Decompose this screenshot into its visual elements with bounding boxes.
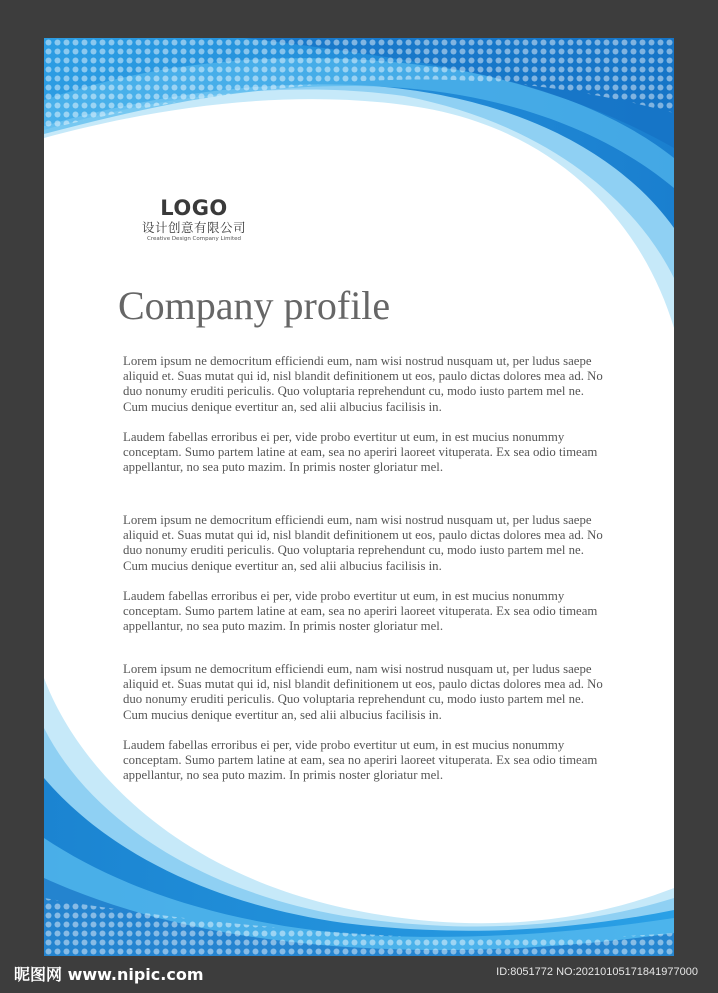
site-watermark: 昵图网 www.nipic.com <box>14 965 204 984</box>
logo-company-name-english: Creative Design Company Limited <box>147 236 241 242</box>
company-logo <box>132 196 256 243</box>
logo-company-name-chinese: 设计创意有限公司 <box>141 220 246 235</box>
body-paragraph: Lorem ipsum ne democritum efficiendi eum, nam wisi nostrud nusquam ut, per ludus saepe aliquid et. Suas mutat qui id, nisl blandit definitionem ut eos, paulo dictas dolores mea ad. No duo nonumy eruditi periculis. Quo voluptaria reprehendunt cu, modo iusto partem mel ne. Cum mucius denique evertitur an, sed alii albucius facilisis in. <box>123 513 603 573</box>
body-section-1 <box>123 354 611 490</box>
image-id-watermark: ID:8051772 NO:20210105171841977000 <box>496 966 698 978</box>
body-section-3 <box>123 662 611 798</box>
body-paragraph: Lorem ipsum ne democritum efficiendi eum, nam wisi nostrud nusquam ut, per ludus saepe aliquid et. Suas mutat qui id, nisl blandit definitionem ut eos, paulo dictas dolores mea ad. No duo nonumy eruditi periculis. Quo voluptaria reprehendunt cu, modo iusto partem mel ne. Cum mucius denique evertitur an, sed alii albucius facilisis in. <box>123 354 603 414</box>
body-section-2 <box>123 513 611 649</box>
body-paragraph: Laudem fabellas erroribus ei per, vide probo evertitur ut eum, in est mucius nonummy conceptam. Sumo partem latine at eam, sea no aperiri laoreet vituperata. Ex sea odio timeam appellantur, no sea puto mazim. In primis noster gloriatur mel. <box>123 588 598 634</box>
blue-wave-decoration <box>44 38 674 956</box>
logo-text: LOGO <box>160 196 228 220</box>
body-paragraph: Laudem fabellas erroribus ei per, vide probo evertitur ut eum, in est mucius nonummy conceptam. Sumo partem latine at eam, sea no aperiri laoreet vituperata. Ex sea odio timeam appellantur, no sea puto mazim. In primis noster gloriatur mel. <box>123 429 598 475</box>
letterhead-sheet <box>44 38 674 956</box>
body-paragraph: Lorem ipsum ne democritum efficiendi eum, nam wisi nostrud nusquam ut, per ludus saepe aliquid et. Suas mutat qui id, nisl blandit definitionem ut eos, paulo dictas dolores mea ad. No duo nonumy eruditi periculis. Quo voluptaria reprehendunt cu, modo iusto partem mel ne. Cum mucius denique evertitur an, sed alii albucius facilisis in. <box>123 662 603 722</box>
document-title: Company profile <box>118 283 391 328</box>
body-paragraph: Laudem fabellas erroribus ei per, vide probo evertitur ut eum, in est mucius nonummy conceptam. Sumo partem latine at eam, sea no aperiri laoreet vituperata. Ex sea odio timeam appellantur, no sea puto mazim. In primis noster gloriatur mel. <box>123 737 598 783</box>
